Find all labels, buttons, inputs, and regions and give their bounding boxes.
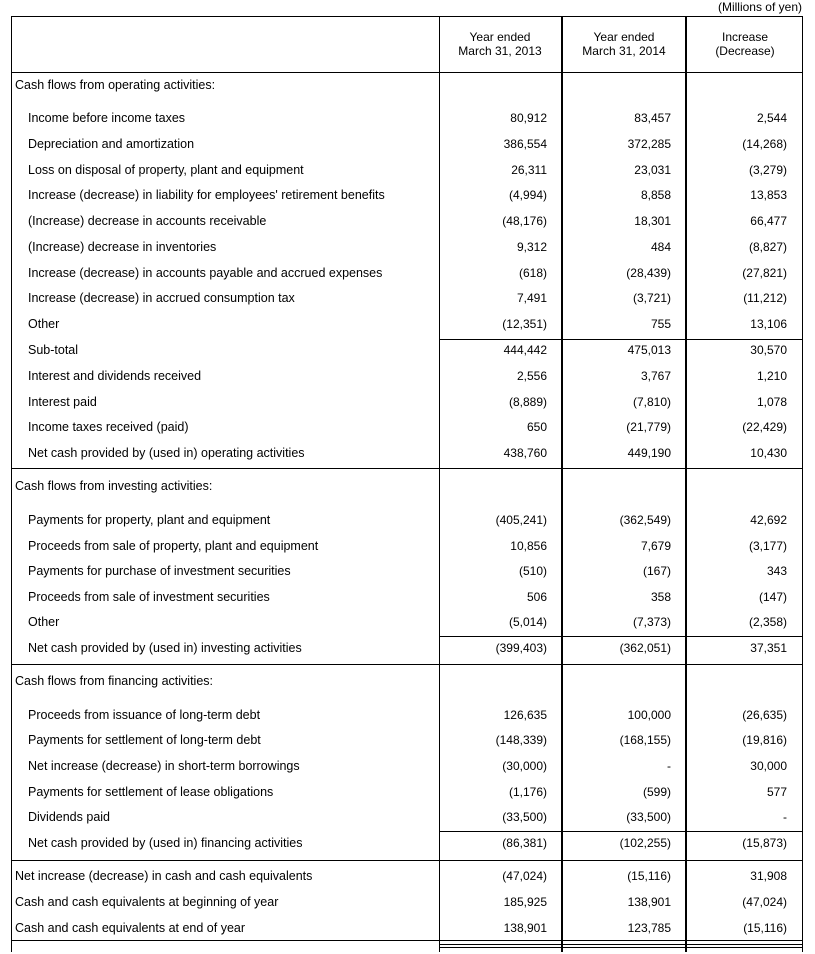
table-row <box>11 536 803 556</box>
value-change: (19,816) <box>742 733 787 747</box>
table-row <box>11 443 803 463</box>
row-label: Cash and cash equivalents at end of year <box>15 921 246 935</box>
row-label: Sub-total <box>28 343 79 357</box>
row-label: Net cash provided by (used in) investing activities <box>28 641 302 655</box>
value-fy2014: 7,679 <box>640 539 671 553</box>
column-header-fy2014 <box>563 30 685 58</box>
value-fy2013: 26,311 <box>511 163 547 177</box>
table-row <box>11 561 803 581</box>
value-fy2013: 506 <box>526 590 547 604</box>
value-fy2013: (33,500) <box>502 810 547 824</box>
table-row <box>11 237 803 257</box>
table-row <box>11 756 803 776</box>
value-fy2014: 83,457 <box>634 111 671 125</box>
value-fy2014: (362,549) <box>619 513 671 527</box>
value-change: 66,477 <box>750 214 787 228</box>
section-divider <box>11 468 803 469</box>
row-label: Cash flows from financing activities: <box>15 674 213 688</box>
row-label: Payments for property, plant and equipment <box>28 513 271 527</box>
value-change: (3,177) <box>748 539 787 553</box>
column-header-line: March 31, 2014 <box>582 44 666 58</box>
value-fy2013: (399,403) <box>495 641 547 655</box>
value-fy2014: (33,500) <box>626 810 671 824</box>
value-change: (3,279) <box>748 163 787 177</box>
table-row <box>11 185 803 205</box>
value-fy2014: (21,779) <box>626 420 671 434</box>
column-header-line: Year ended <box>469 30 531 44</box>
value-fy2013: 2,556 <box>516 369 547 383</box>
value-fy2014: 358 <box>650 590 671 604</box>
total-double-underline <box>439 947 803 948</box>
row-label: Income before income taxes <box>28 111 186 125</box>
value-fy2014: (3,721) <box>632 291 671 305</box>
row-label: Cash and cash equivalents at beginning of year <box>15 895 279 909</box>
value-fy2014: (7,810) <box>632 395 671 409</box>
value-fy2014: (599) <box>642 785 671 799</box>
value-fy2013: (148,339) <box>495 733 547 747</box>
value-fy2014: 23,031 <box>634 163 671 177</box>
value-fy2014: (15,116) <box>627 869 671 883</box>
value-fy2013: (1,176) <box>508 785 547 799</box>
value-fy2013: (86,381) <box>502 836 547 850</box>
value-change: (14,268) <box>742 137 787 151</box>
value-change: (15,116) <box>743 921 787 935</box>
subtotal-divider <box>439 636 803 637</box>
row-label: Interest paid <box>28 395 97 409</box>
value-change: (27,821) <box>742 266 787 280</box>
value-fy2014: 18,301 <box>634 214 671 228</box>
value-fy2014: 475,013 <box>627 343 671 357</box>
row-label: Net cash provided by (used in) operating activities <box>28 446 305 460</box>
value-fy2013: 438,760 <box>503 446 547 460</box>
column-header-change <box>687 30 803 58</box>
value-fy2014: (28,439) <box>626 266 671 280</box>
value-change: 343 <box>766 564 787 578</box>
row-label: (Increase) decrease in inventories <box>28 240 217 254</box>
unit-note: (Millions of yen) <box>717 0 802 14</box>
value-change: (26,635) <box>742 708 787 722</box>
table-row <box>11 705 803 725</box>
section-heading-row <box>11 75 803 95</box>
value-fy2013: 9,312 <box>516 240 547 254</box>
table-row <box>11 417 803 437</box>
value-fy2013: (618) <box>518 266 547 280</box>
column-header-fy2013 <box>439 30 561 58</box>
value-fy2014: 8,858 <box>640 188 671 202</box>
value-fy2013: (12,351) <box>502 317 547 331</box>
value-change: - <box>783 810 787 824</box>
value-fy2013: 138,901 <box>503 921 547 935</box>
value-change: (147) <box>758 590 787 604</box>
cash-flow-table <box>11 16 803 952</box>
row-label: Payments for settlement of lease obligations <box>28 785 274 799</box>
table-row <box>11 510 803 530</box>
value-fy2014: 372,285 <box>627 137 671 151</box>
table-row <box>11 782 803 802</box>
value-fy2013: (47,024) <box>502 869 547 883</box>
section-heading-row <box>11 476 803 496</box>
table-row <box>11 108 803 128</box>
table-row <box>11 918 803 938</box>
value-fy2013: 126,635 <box>503 708 547 722</box>
value-change: 2,544 <box>756 111 787 125</box>
value-change: 13,853 <box>750 188 787 202</box>
value-fy2013: (5,014) <box>508 615 547 629</box>
table-row <box>11 134 803 154</box>
value-change: (11,212) <box>743 291 787 305</box>
value-fy2014: (7,373) <box>632 615 671 629</box>
value-fy2013: (405,241) <box>495 513 547 527</box>
table-row <box>11 160 803 180</box>
row-label: Increase (decrease) in accounts payable and accrued expenses <box>28 266 383 280</box>
table-row <box>11 211 803 231</box>
value-fy2013: (4,994) <box>508 188 547 202</box>
section-divider <box>11 664 803 665</box>
total-divider <box>11 940 803 941</box>
table-row <box>11 587 803 607</box>
value-fy2014: 3,767 <box>640 369 671 383</box>
row-label: Proceeds from sale of investment securities <box>28 590 270 604</box>
value-change: 10,430 <box>750 446 787 460</box>
row-label: Dividends paid <box>28 810 110 824</box>
value-fy2014: 100,000 <box>627 708 671 722</box>
value-change: 1,078 <box>756 395 787 409</box>
value-fy2014: 138,901 <box>627 895 671 909</box>
row-label: Depreciation and amortization <box>28 137 195 151</box>
row-label: Loss on disposal of property, plant and equipment <box>28 163 304 177</box>
value-change: 30,570 <box>750 343 787 357</box>
table-row <box>11 892 803 912</box>
value-fy2013: 10,856 <box>510 539 547 553</box>
row-label: Interest and dividends received <box>28 369 202 383</box>
total-double-underline <box>439 944 803 945</box>
value-fy2013: 386,554 <box>503 137 547 151</box>
value-change: (22,429) <box>742 420 787 434</box>
value-change: 31,908 <box>750 869 787 883</box>
column-header-line: March 31, 2013 <box>458 44 542 58</box>
row-label: Net increase (decrease) in cash and cash equivalents <box>15 869 313 883</box>
column-header-line: Increase <box>721 30 769 44</box>
value-fy2014: (167) <box>642 564 671 578</box>
value-fy2014: - <box>667 759 671 773</box>
value-fy2014: (102,255) <box>619 836 671 850</box>
table-row <box>11 638 803 658</box>
value-fy2013: (30,000) <box>502 759 547 773</box>
table-row <box>11 866 803 886</box>
value-change: 1,210 <box>756 369 787 383</box>
value-fy2013: 7,491 <box>516 291 547 305</box>
table-row <box>11 314 803 334</box>
value-fy2013: (8,889) <box>508 395 547 409</box>
value-fy2014: 449,190 <box>627 446 671 460</box>
row-label: Proceeds from issuance of long-term debt <box>28 708 261 722</box>
table-row <box>11 807 803 827</box>
row-label: Cash flows from investing activities: <box>15 479 213 493</box>
value-change: (47,024) <box>742 895 787 909</box>
value-fy2014: 123,785 <box>627 921 671 935</box>
table-row <box>11 366 803 386</box>
value-fy2013: 444,442 <box>503 343 547 357</box>
value-change: 37,351 <box>750 641 787 655</box>
row-label: Increase (decrease) in accrued consumption tax <box>28 291 295 305</box>
table-row <box>11 833 803 853</box>
table-row <box>11 730 803 750</box>
value-change: 577 <box>766 785 787 799</box>
column-header-line: Year ended <box>593 30 655 44</box>
value-fy2013: (510) <box>518 564 547 578</box>
row-label: Increase (decrease) in liability for employees' retirement benefits <box>28 188 385 202</box>
table-row <box>11 340 803 360</box>
value-change: (2,358) <box>748 615 787 629</box>
row-label: Other <box>28 317 60 331</box>
section-heading-row <box>11 671 803 691</box>
row-label: Proceeds from sale of property, plant and equipment <box>28 539 319 553</box>
row-label: Other <box>28 615 60 629</box>
value-fy2014: 755 <box>650 317 671 331</box>
table-row <box>11 612 803 632</box>
row-label: Net increase (decrease) in short-term borrowings <box>28 759 300 773</box>
value-change: 42,692 <box>750 513 787 527</box>
value-fy2013: 650 <box>526 420 547 434</box>
header-divider <box>11 72 803 73</box>
value-fy2013: 80,912 <box>510 111 547 125</box>
value-change: (15,873) <box>742 836 787 850</box>
value-change: 30,000 <box>750 759 787 773</box>
row-label: Payments for settlement of long-term debt <box>28 733 261 747</box>
row-label: Cash flows from operating activities: <box>15 78 216 92</box>
table-row <box>11 288 803 308</box>
subtotal-divider <box>439 831 803 832</box>
value-change: (8,827) <box>748 240 787 254</box>
value-fy2013: 185,925 <box>503 895 547 909</box>
row-label: (Increase) decrease in accounts receivable <box>28 214 267 228</box>
value-fy2014: 484 <box>650 240 671 254</box>
value-fy2013: (48,176) <box>502 214 547 228</box>
value-fy2014: (168,155) <box>619 733 671 747</box>
row-label: Net cash provided by (used in) financing activities <box>28 836 303 850</box>
section-divider <box>11 860 803 861</box>
row-label: Payments for purchase of investment securities <box>28 564 291 578</box>
column-header-line: (Decrease) <box>715 44 775 58</box>
row-label: Income taxes received (paid) <box>28 420 189 434</box>
table-border-top <box>11 16 803 17</box>
table-row <box>11 263 803 283</box>
table-row <box>11 392 803 412</box>
value-change: 13,106 <box>750 317 787 331</box>
value-fy2014: (362,051) <box>619 641 671 655</box>
